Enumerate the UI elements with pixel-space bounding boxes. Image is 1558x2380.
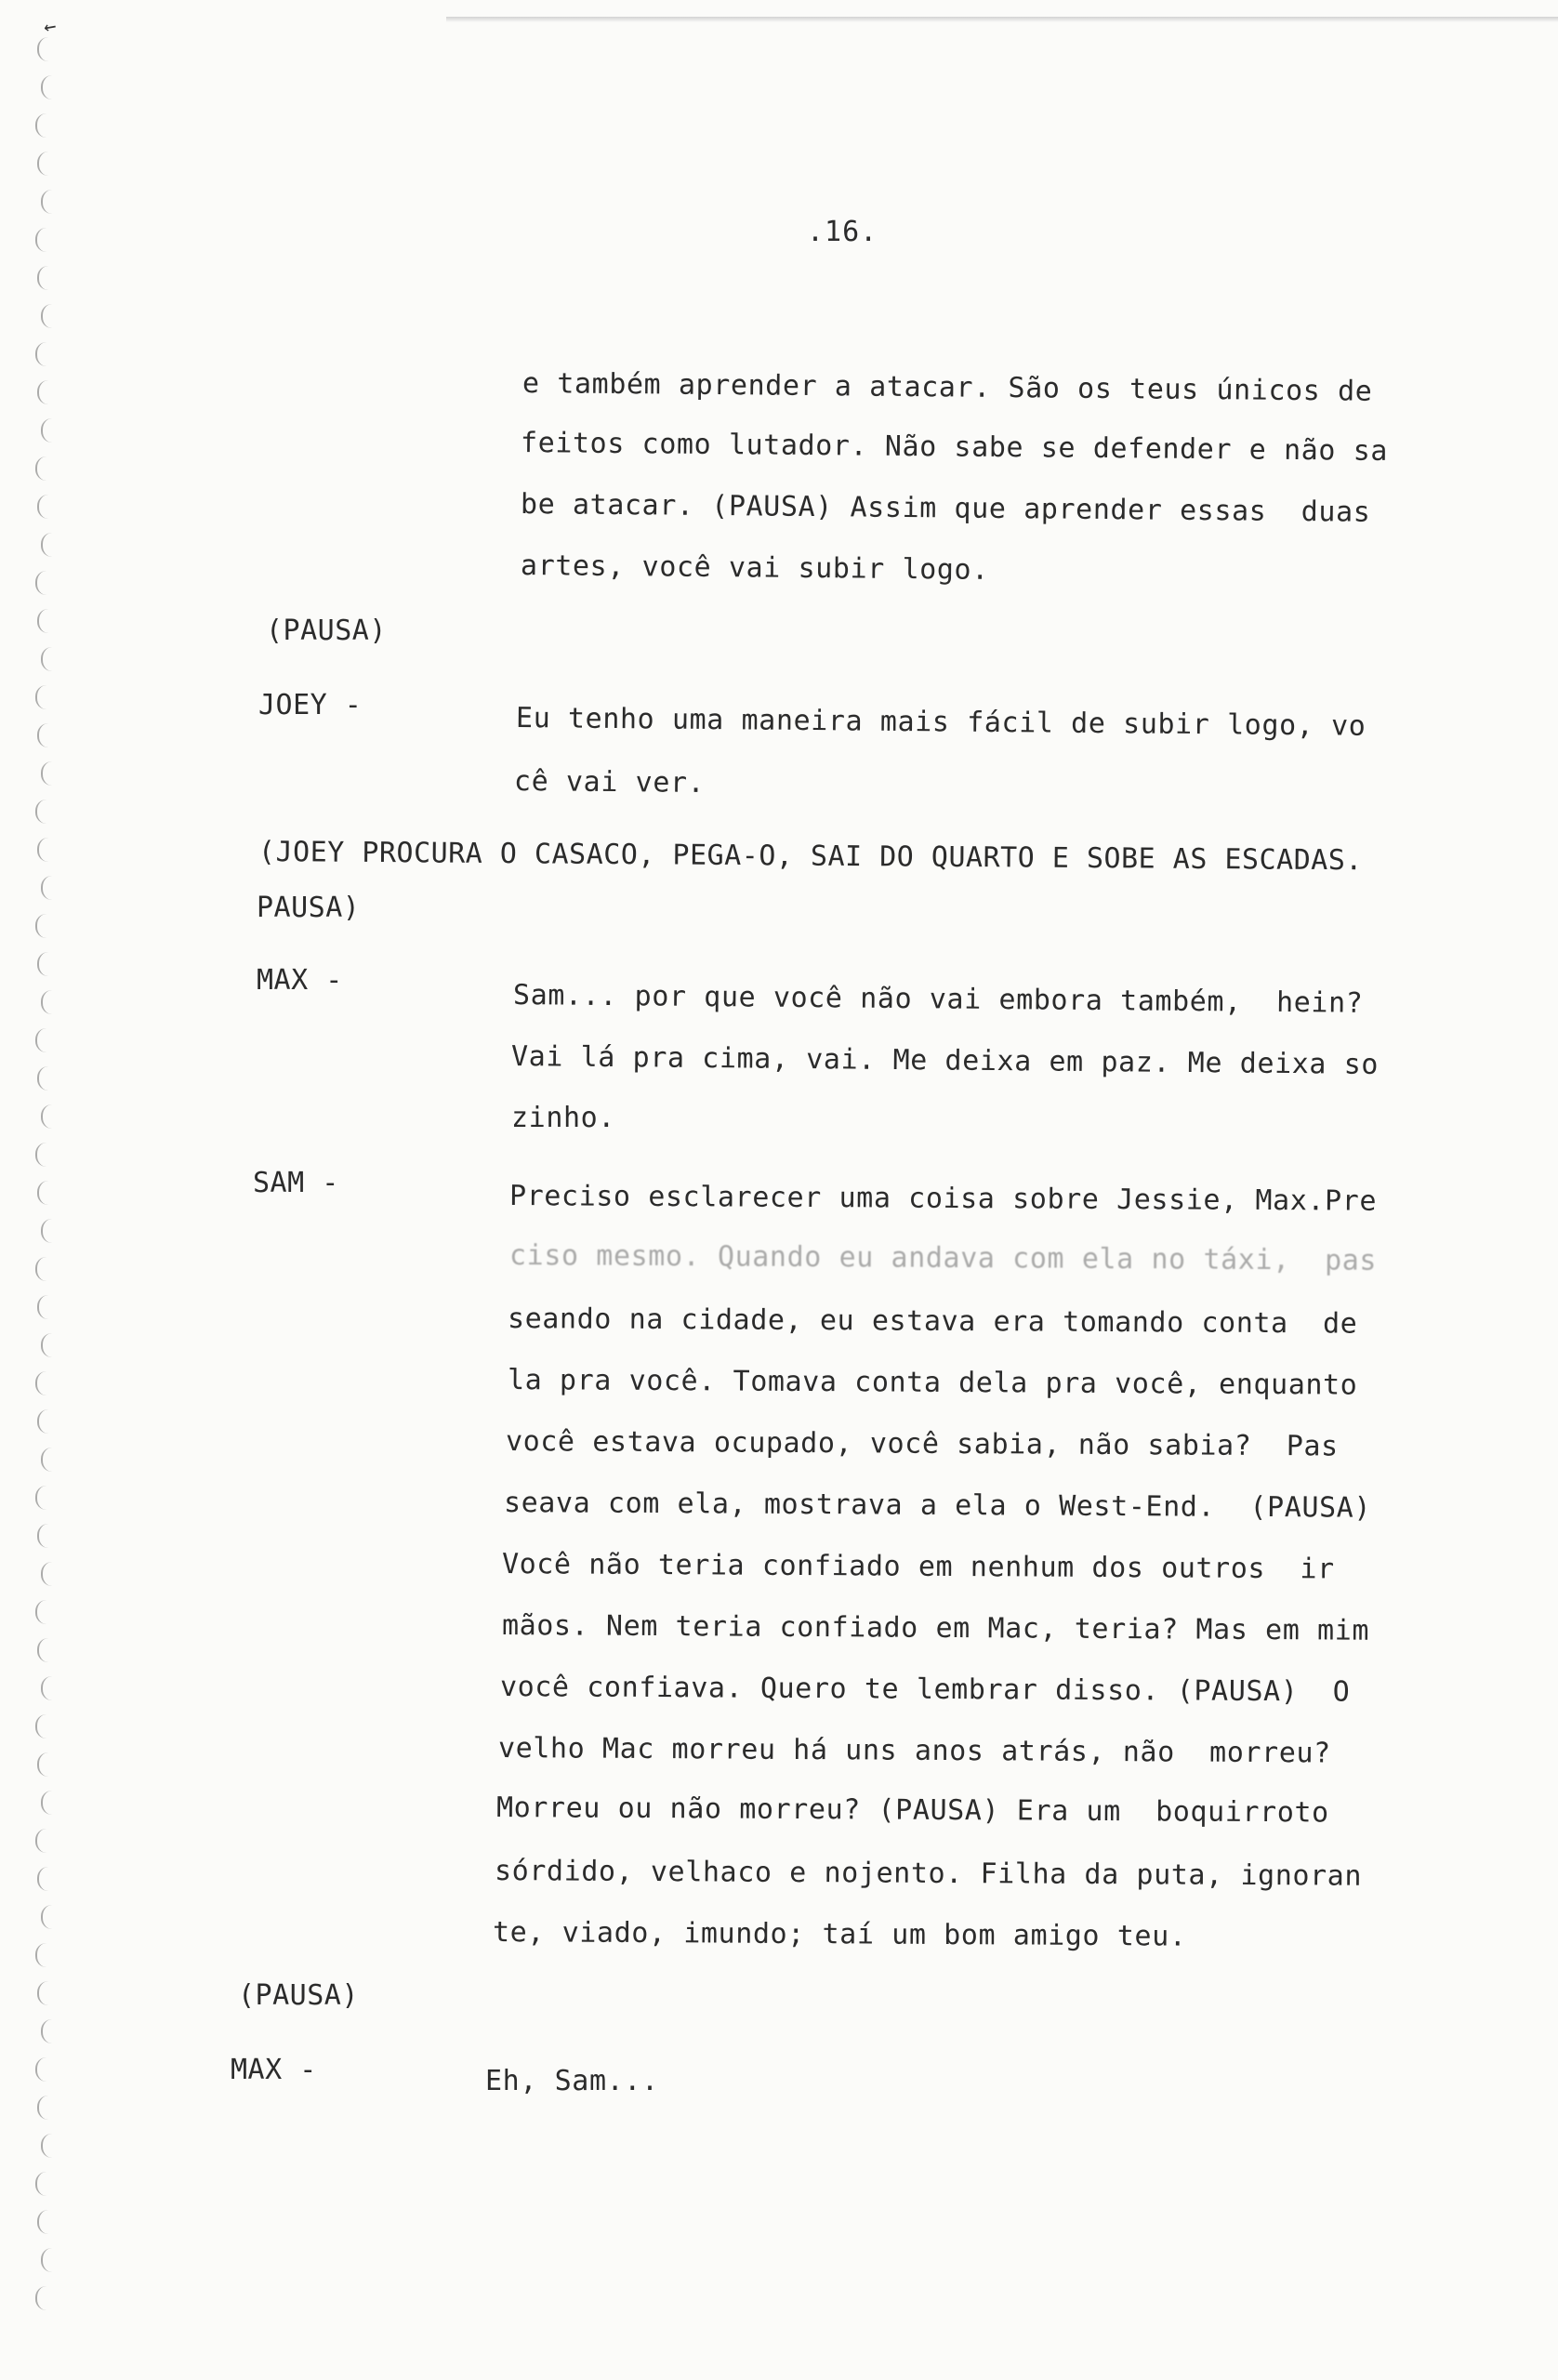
- dialogue-line: feitos como lutador. Não sabe se defender e não sa: [520, 427, 1389, 468]
- binder-hole-mark: [37, 495, 54, 519]
- dialogue-line: e também aprender a atacar. São os teus únicos de: [522, 367, 1373, 408]
- binder-hole-mark: [35, 456, 52, 481]
- binder-hole-mark: [41, 190, 58, 214]
- speaker-name: MAX -: [231, 2054, 317, 2086]
- binder-hole-mark: [37, 1409, 54, 1434]
- dialogue-line: Eh, Sam...: [485, 2065, 659, 2097]
- binder-hole-mark: [37, 838, 54, 862]
- stage-direction: (PAUSA): [238, 1979, 359, 2012]
- binder-hole-mark: [37, 152, 54, 176]
- dialogue-line: zinho.: [511, 1102, 615, 1134]
- binder-hole-mark: [37, 380, 54, 404]
- binder-hole-mark: [37, 1867, 54, 1891]
- binder-hole-mark: [37, 1524, 54, 1548]
- page-number: .16.: [807, 216, 878, 248]
- binder-hole-mark: [41, 1104, 58, 1129]
- binder-hole-mark: [41, 1676, 58, 1700]
- dialogue-line: seava com ela, mostrava a ela o West-End. (PAUSA): [503, 1487, 1372, 1525]
- page-top-edge: [446, 17, 1558, 22]
- binder-hole-mark: [37, 1638, 54, 1662]
- binder-hole-mark: [35, 1829, 52, 1853]
- dialogue-line: você confiava. Quero te lembrar disso. (PAUSA) O: [499, 1671, 1351, 1709]
- dialogue-line: cê vai ver.: [513, 765, 706, 800]
- binder-hole-mark: [41, 304, 58, 328]
- binder-hole-mark: [35, 2057, 52, 2082]
- dialogue-line: sórdido, velhaco e nojento. Filha da puta, ignoran: [494, 1855, 1363, 1893]
- binder-hole-mark: [37, 37, 54, 61]
- dialogue-line: velho Mac morreu há uns anos atrás, não morreu?: [497, 1732, 1331, 1770]
- binder-hole-mark: [41, 876, 58, 900]
- binder-hole-mark: [37, 609, 54, 633]
- speaker-name: MAX -: [257, 964, 343, 997]
- binder-hole-mark: [35, 1486, 52, 1510]
- binder-hole-mark: [37, 723, 54, 747]
- dialogue-line: você estava ocupado, você sabia, não sabia? Pas: [505, 1425, 1339, 1463]
- dialogue-line: mãos. Nem teria confiado em Mac, teria? Mas em mim: [501, 1609, 1370, 1647]
- binder-hole-mark: [35, 228, 52, 252]
- binder-hole-mark: [35, 1714, 52, 1739]
- binder-hole-mark: [41, 418, 58, 443]
- binder-hole-mark: [35, 1600, 52, 1624]
- binder-hole-mark: [37, 1981, 54, 2005]
- pencil-mark-icon: ←: [42, 14, 59, 40]
- speaker-name: SAM -: [253, 1167, 339, 1199]
- stage-direction: (PAUSA): [266, 615, 387, 647]
- binder-hole-mark: [37, 2210, 54, 2234]
- binder-hole-mark: [41, 1333, 58, 1357]
- binder-hole-mark: [37, 1295, 54, 1319]
- dialogue-line: Morreu ou não morreu? (PAUSA) Era um boquirroto: [495, 1792, 1329, 1830]
- dialogue-line: Vai lá pra cima, vai. Me deixa em paz. Me deixa so: [510, 1040, 1380, 1081]
- binder-hole-mark: [41, 533, 58, 557]
- stage-direction: (JOEY PROCURA O CASACO, PEGA-O, SAI DO QUARTO E SOBE AS ESCADAS.: [257, 836, 1364, 878]
- binder-hole-mark: [35, 1028, 52, 1052]
- binder-hole-mark: [37, 1066, 54, 1091]
- dialogue-line: seando na cidade, eu estava era tomando conta de: [507, 1302, 1358, 1341]
- dialogue-line: artes, você vai subir logo.: [520, 549, 990, 587]
- binder-hole-marks: [35, 37, 73, 2361]
- dialogue-line: be atacar. (PAUSA) Assim que aprender essas duas: [520, 488, 1371, 529]
- dialogue-line: Você não teria confiado em nenhum dos outros ir: [501, 1548, 1335, 1586]
- binder-hole-mark: [41, 990, 58, 1014]
- binder-hole-mark: [41, 647, 58, 671]
- binder-hole-mark: [35, 342, 52, 366]
- binder-hole-mark: [41, 1905, 58, 1929]
- binder-hole-mark: [37, 952, 54, 976]
- binder-hole-mark: [35, 2172, 52, 2196]
- dialogue-line: Preciso esclarecer uma coisa sobre Jessie, Max.Pre: [508, 1180, 1378, 1218]
- binder-hole-mark: [37, 2096, 54, 2120]
- binder-hole-mark: [41, 1219, 58, 1243]
- binder-hole-mark: [41, 1791, 58, 1815]
- binder-hole-mark: [35, 800, 52, 824]
- dialogue-line: te, viado, imundo; taí um bom amigo teu.: [492, 1916, 1187, 1953]
- binder-hole-mark: [35, 685, 52, 709]
- dialogue-line: Eu tenho uma maneira mais fácil de subir logo, vo: [515, 702, 1367, 743]
- binder-hole-mark: [37, 1181, 54, 1205]
- binder-hole-mark: [35, 571, 52, 595]
- binder-hole-mark: [41, 2134, 58, 2158]
- dialogue-line: Sam... por que você não vai embora também, hein?: [512, 979, 1364, 1020]
- binder-hole-mark: [41, 75, 58, 99]
- binder-hole-mark: [35, 1143, 52, 1167]
- binder-hole-mark: [35, 914, 52, 938]
- binder-hole-mark: [41, 2019, 58, 2043]
- binder-hole-mark: [41, 761, 58, 786]
- binder-hole-mark: [41, 1448, 58, 1472]
- speaker-name: JOEY -: [258, 689, 363, 721]
- binder-hole-mark: [41, 2248, 58, 2272]
- dialogue-line: la pra você. Tomava conta dela pra você, enquanto: [507, 1364, 1358, 1402]
- binder-hole-mark: [41, 1562, 58, 1586]
- binder-hole-mark: [35, 1257, 52, 1281]
- binder-hole-mark: [35, 1371, 52, 1395]
- binder-hole-mark: [35, 113, 52, 138]
- binder-hole-mark: [37, 266, 54, 290]
- binder-hole-mark: [35, 1943, 52, 1967]
- binder-hole-mark: [35, 2286, 52, 2310]
- binder-hole-mark: [37, 1752, 54, 1777]
- dialogue-line: ciso mesmo. Quando eu andava com ela no táxi, pas: [508, 1239, 1378, 1277]
- stage-direction: PAUSA): [257, 892, 361, 924]
